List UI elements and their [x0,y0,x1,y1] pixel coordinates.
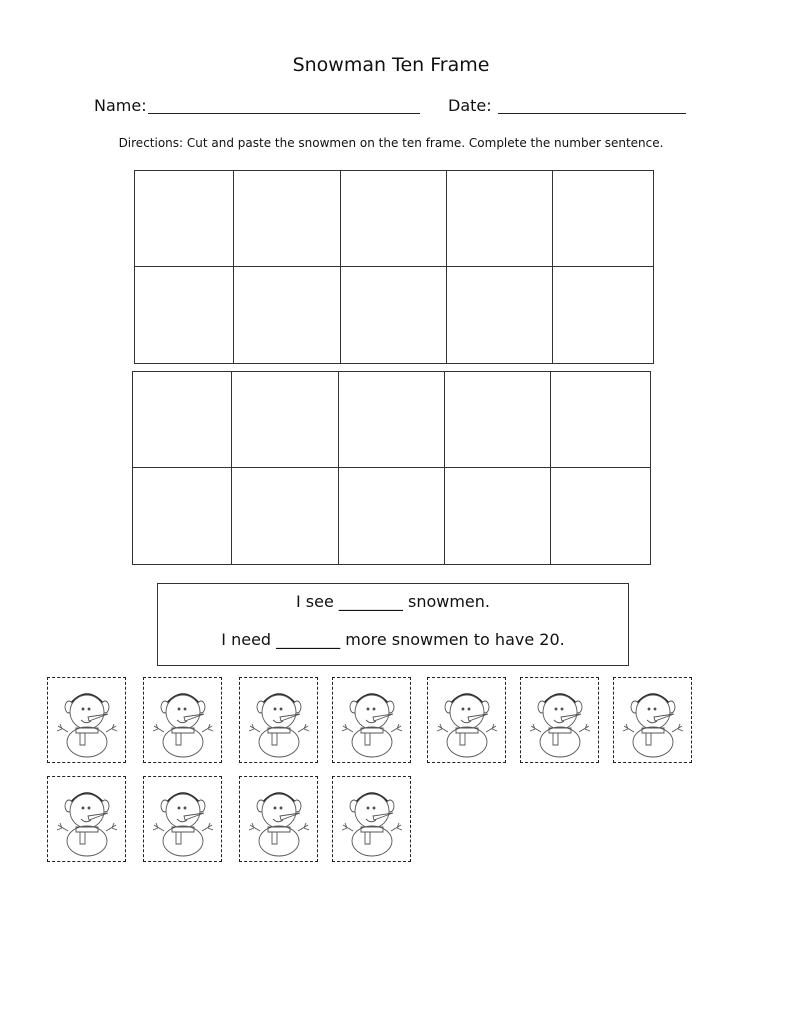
ten-frame-cell[interactable] [445,372,551,468]
snowman-card[interactable] [239,776,318,862]
snowman-card[interactable] [47,776,126,862]
ten-frame-cell[interactable] [553,171,653,267]
ten-frame-cell[interactable] [339,372,445,468]
ten-frame-cell[interactable] [445,468,551,564]
directions: Directions: Cut and paste the snowmen on the ten frame. Complete the number sentence. [118,136,664,150]
snowman-card[interactable] [47,677,126,763]
snowman-card[interactable] [143,677,222,763]
ten-frame-1 [134,170,654,364]
snowman-icon [152,781,214,857]
ten-frame-2 [132,371,651,565]
snowman-icon [56,682,118,758]
snowman-card[interactable] [520,677,599,763]
snowman-icon [152,682,214,758]
ten-frame-cell[interactable] [341,171,447,267]
name-field[interactable] [148,113,420,114]
snowman-icon [248,682,310,758]
snowman-icon [529,682,591,758]
ten-frame-cell[interactable] [232,468,339,564]
page-title: Snowman Ten Frame [292,54,490,76]
snowman-card[interactable] [143,776,222,862]
snowman-icon [341,682,403,758]
ten-frame-cell[interactable] [135,267,234,363]
snowman-icon [436,682,498,758]
date-label: Date: [448,96,492,115]
ten-frame-cell[interactable] [133,468,232,564]
ten-frame-cell[interactable] [553,267,653,363]
ten-frame-cell[interactable] [234,171,341,267]
date-field[interactable] [498,113,686,114]
ten-frame-cell[interactable] [341,267,447,363]
snowman-icon [56,781,118,857]
ten-frame-cell[interactable] [234,267,341,363]
ten-frame-cell[interactable] [133,372,232,468]
ten-frame-cell[interactable] [135,171,234,267]
ten-frame-cell[interactable] [232,372,339,468]
number-sentence-box [157,583,629,666]
name-label: Name: [94,96,147,115]
ten-frame-cell[interactable] [447,267,553,363]
snowman-card[interactable] [332,677,411,763]
snowman-card[interactable] [239,677,318,763]
sentence-see: I see ________ snowmen. [295,592,490,611]
snowman-icon [248,781,310,857]
ten-frame-cell[interactable] [339,468,445,564]
ten-frame-cell[interactable] [447,171,553,267]
snowman-card[interactable] [613,677,692,763]
ten-frame-cell[interactable] [551,468,650,564]
snowman-icon [622,682,684,758]
snowman-card[interactable] [427,677,506,763]
snowman-card[interactable] [332,776,411,862]
ten-frame-cell[interactable] [551,372,650,468]
snowman-icon [341,781,403,857]
sentence-need: I need ________ more snowmen to have 20. [221,630,565,649]
